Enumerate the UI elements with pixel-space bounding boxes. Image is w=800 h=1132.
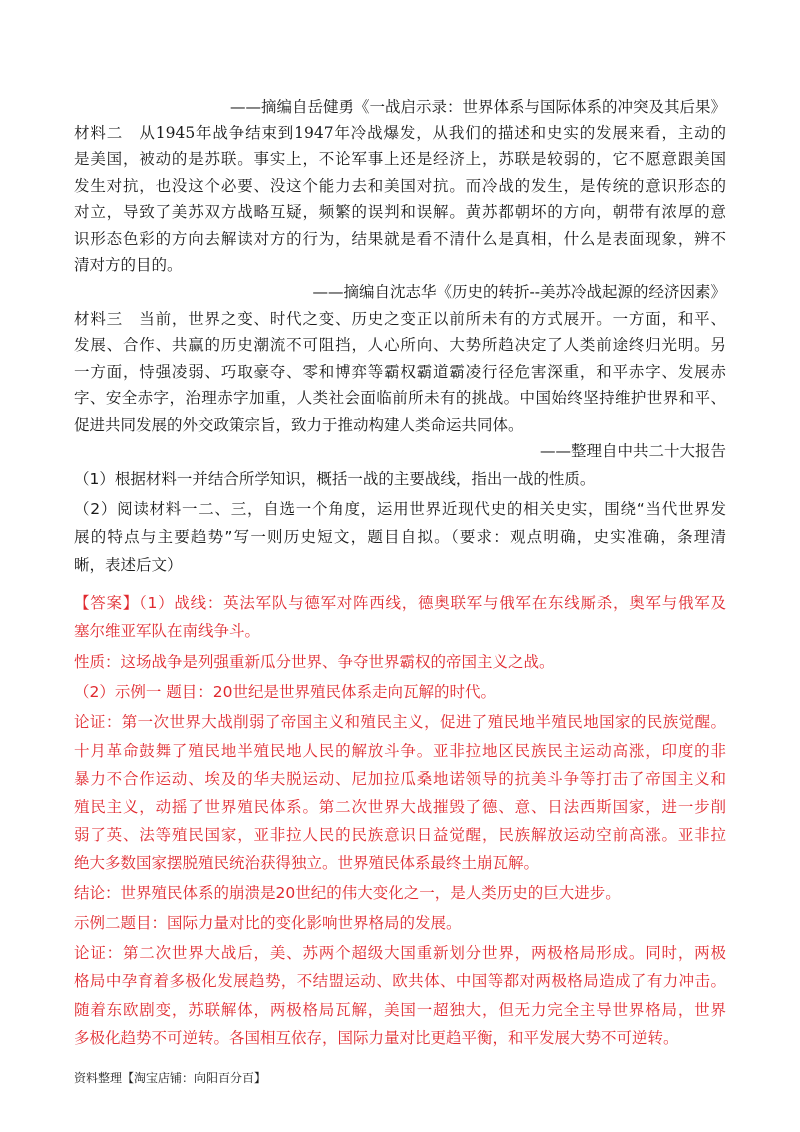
material2-line: 识形态色彩的方向去解读对方的行为，结果就是看不清什么是真相，什么是表面现象，辨不 (74, 230, 726, 248)
material2-source: ——摘编自沈志华《历史的转折--美苏冷战起源的经济因素》 (312, 283, 726, 301)
answer-line: 格局中孕育着多极化发展趋势，不结盟运动、欧共体、中国等都对两极格局造成了有力冲击。 (74, 972, 726, 990)
answer-line: 绝大多数国家摆脱殖民统治获得独立。世界殖民体系最终土崩瓦解。 (74, 854, 540, 872)
footer-note: 资料整理【淘宝店铺：向阳百分百】 (74, 1071, 267, 1085)
answer-line: （2）示例一 题目：20世纪是世界殖民体系走向瓦解的时代。 (74, 683, 497, 701)
material2-line: 清对方的目的。 (74, 256, 183, 274)
answer-line: 论证：第二次世界大战后，美、苏两个超级大国重新划分世界，两极格局形成。同时，两极 (74, 944, 726, 962)
answer-line: 随着东欧剧变，苏联解体，两极格局瓦解，美国一超独大，但无力完全主导世界格局，世界 (74, 1001, 726, 1019)
answer-line: 殖民主义，动摇了世界殖民体系。第二次世界大战摧毁了德、意、日法西斯国家，进一步削 (74, 798, 726, 816)
material3-line: 发展、合作、共赢的历史潮流不可阻挡，人心所向、大势所趋决定了人类前途终归光明。另 (74, 336, 726, 354)
answer-line: 【答案】（1）战线：英法军队与德军对阵西线，德奥联军与俄军在东线厮杀，奥军与俄军及 (74, 594, 726, 612)
question-2-line: 展的特点与主要趋势”写一则历史短文，题目自拟。（要求：观点明确，史实准确，条理清 (74, 528, 726, 546)
answer-line: 弱了英、法等殖民国家，亚非拉人民的民族意识日益觉醒，民族解放运动空前高涨。亚非拉 (74, 826, 726, 844)
material3-line: 促进共同发展的外交政策宗旨，致力于推动构建人类命运共同体。 (74, 416, 524, 434)
answer-line: 十月革命鼓舞了殖民地半殖民地人民的解放斗争。亚非拉地区民族民主运动高涨，印度的非 (74, 742, 726, 760)
question-2-line: 晰，表述后文） (74, 556, 183, 574)
material3-source: ——整理自中共二十大报告 (539, 442, 726, 460)
answer-line: 示例二题目：国际力量对比的变化影响世界格局的发展。 (74, 914, 462, 932)
material1-source: ——摘编自岳健勇《一战启示录：世界体系与国际体系的冲突及其后果》 (229, 98, 726, 116)
material3-line: 字、安全赤字，治理赤字加重，人类社会面临前所未有的挑战。中国始终坚持维护世界和平、 (74, 389, 726, 407)
material2-line: 对立，导致了美苏双方战略互疑，频繁的误判和误解。黄苏都朝坏的方向，朝带有浓厚的意 (74, 203, 726, 221)
answer-line: 结论：世界殖民体系的崩溃是20世纪的伟大变化之一，是人类历史的巨大进步。 (74, 884, 621, 902)
material2-line: 材料二 从1945年战争结束到1947年冷战爆发，从我们的描述和史实的发展来看，主动的 (74, 124, 726, 142)
answer-line: 性质：这场战争是列强重新瓜分世界、争夺世界霸权的帝国主义之战。 (74, 653, 555, 671)
answer-line: 多极化趋势不可逆转。各国相互依存，国际力量对比更趋平衡，和平发展大势不可逆转。 (74, 1029, 679, 1047)
material3-line: 一方面，恃强凌弱、巧取豪夺、零和博弈等霸权霸道霸凌行径危害深重，和平赤字、发展赤 (74, 363, 726, 381)
material2-line: 发生对抗，也没这个必要、没这个能力去和美国对抗。而冷战的发生，是传统的意识形态的 (74, 177, 726, 195)
material3-line: 材料三 当前，世界之变、时代之变、历史之变正以前所未有的方式展开。一方面，和平、 (74, 310, 726, 328)
question-2-line: （2）阅读材料一二、三，自选一个角度，运用世界近现代史的相关史实，围绕“当代世界发 (74, 500, 726, 518)
answer-line: 暴力不合作运动、埃及的华夫脱运动、尼加拉瓜桑地诺领导的抗美斗争等打击了帝国主义和 (74, 770, 726, 788)
question-1: （1）根据材料一并结合所学知识，概括一战的主要战线，指出一战的性质。 (74, 470, 596, 488)
material2-line: 是美国，被动的是苏联。事实上，不论军事上还是经济上，苏联是较弱的，它不愿意跟美国 (74, 150, 726, 168)
answer-line: 塞尔维亚军队在南线争斗。 (74, 622, 261, 640)
answer-line: 论证：第一次世界大战削弱了帝国主义和殖民主义，促进了殖民地半殖民地国家的民族觉醒。 (74, 713, 726, 731)
